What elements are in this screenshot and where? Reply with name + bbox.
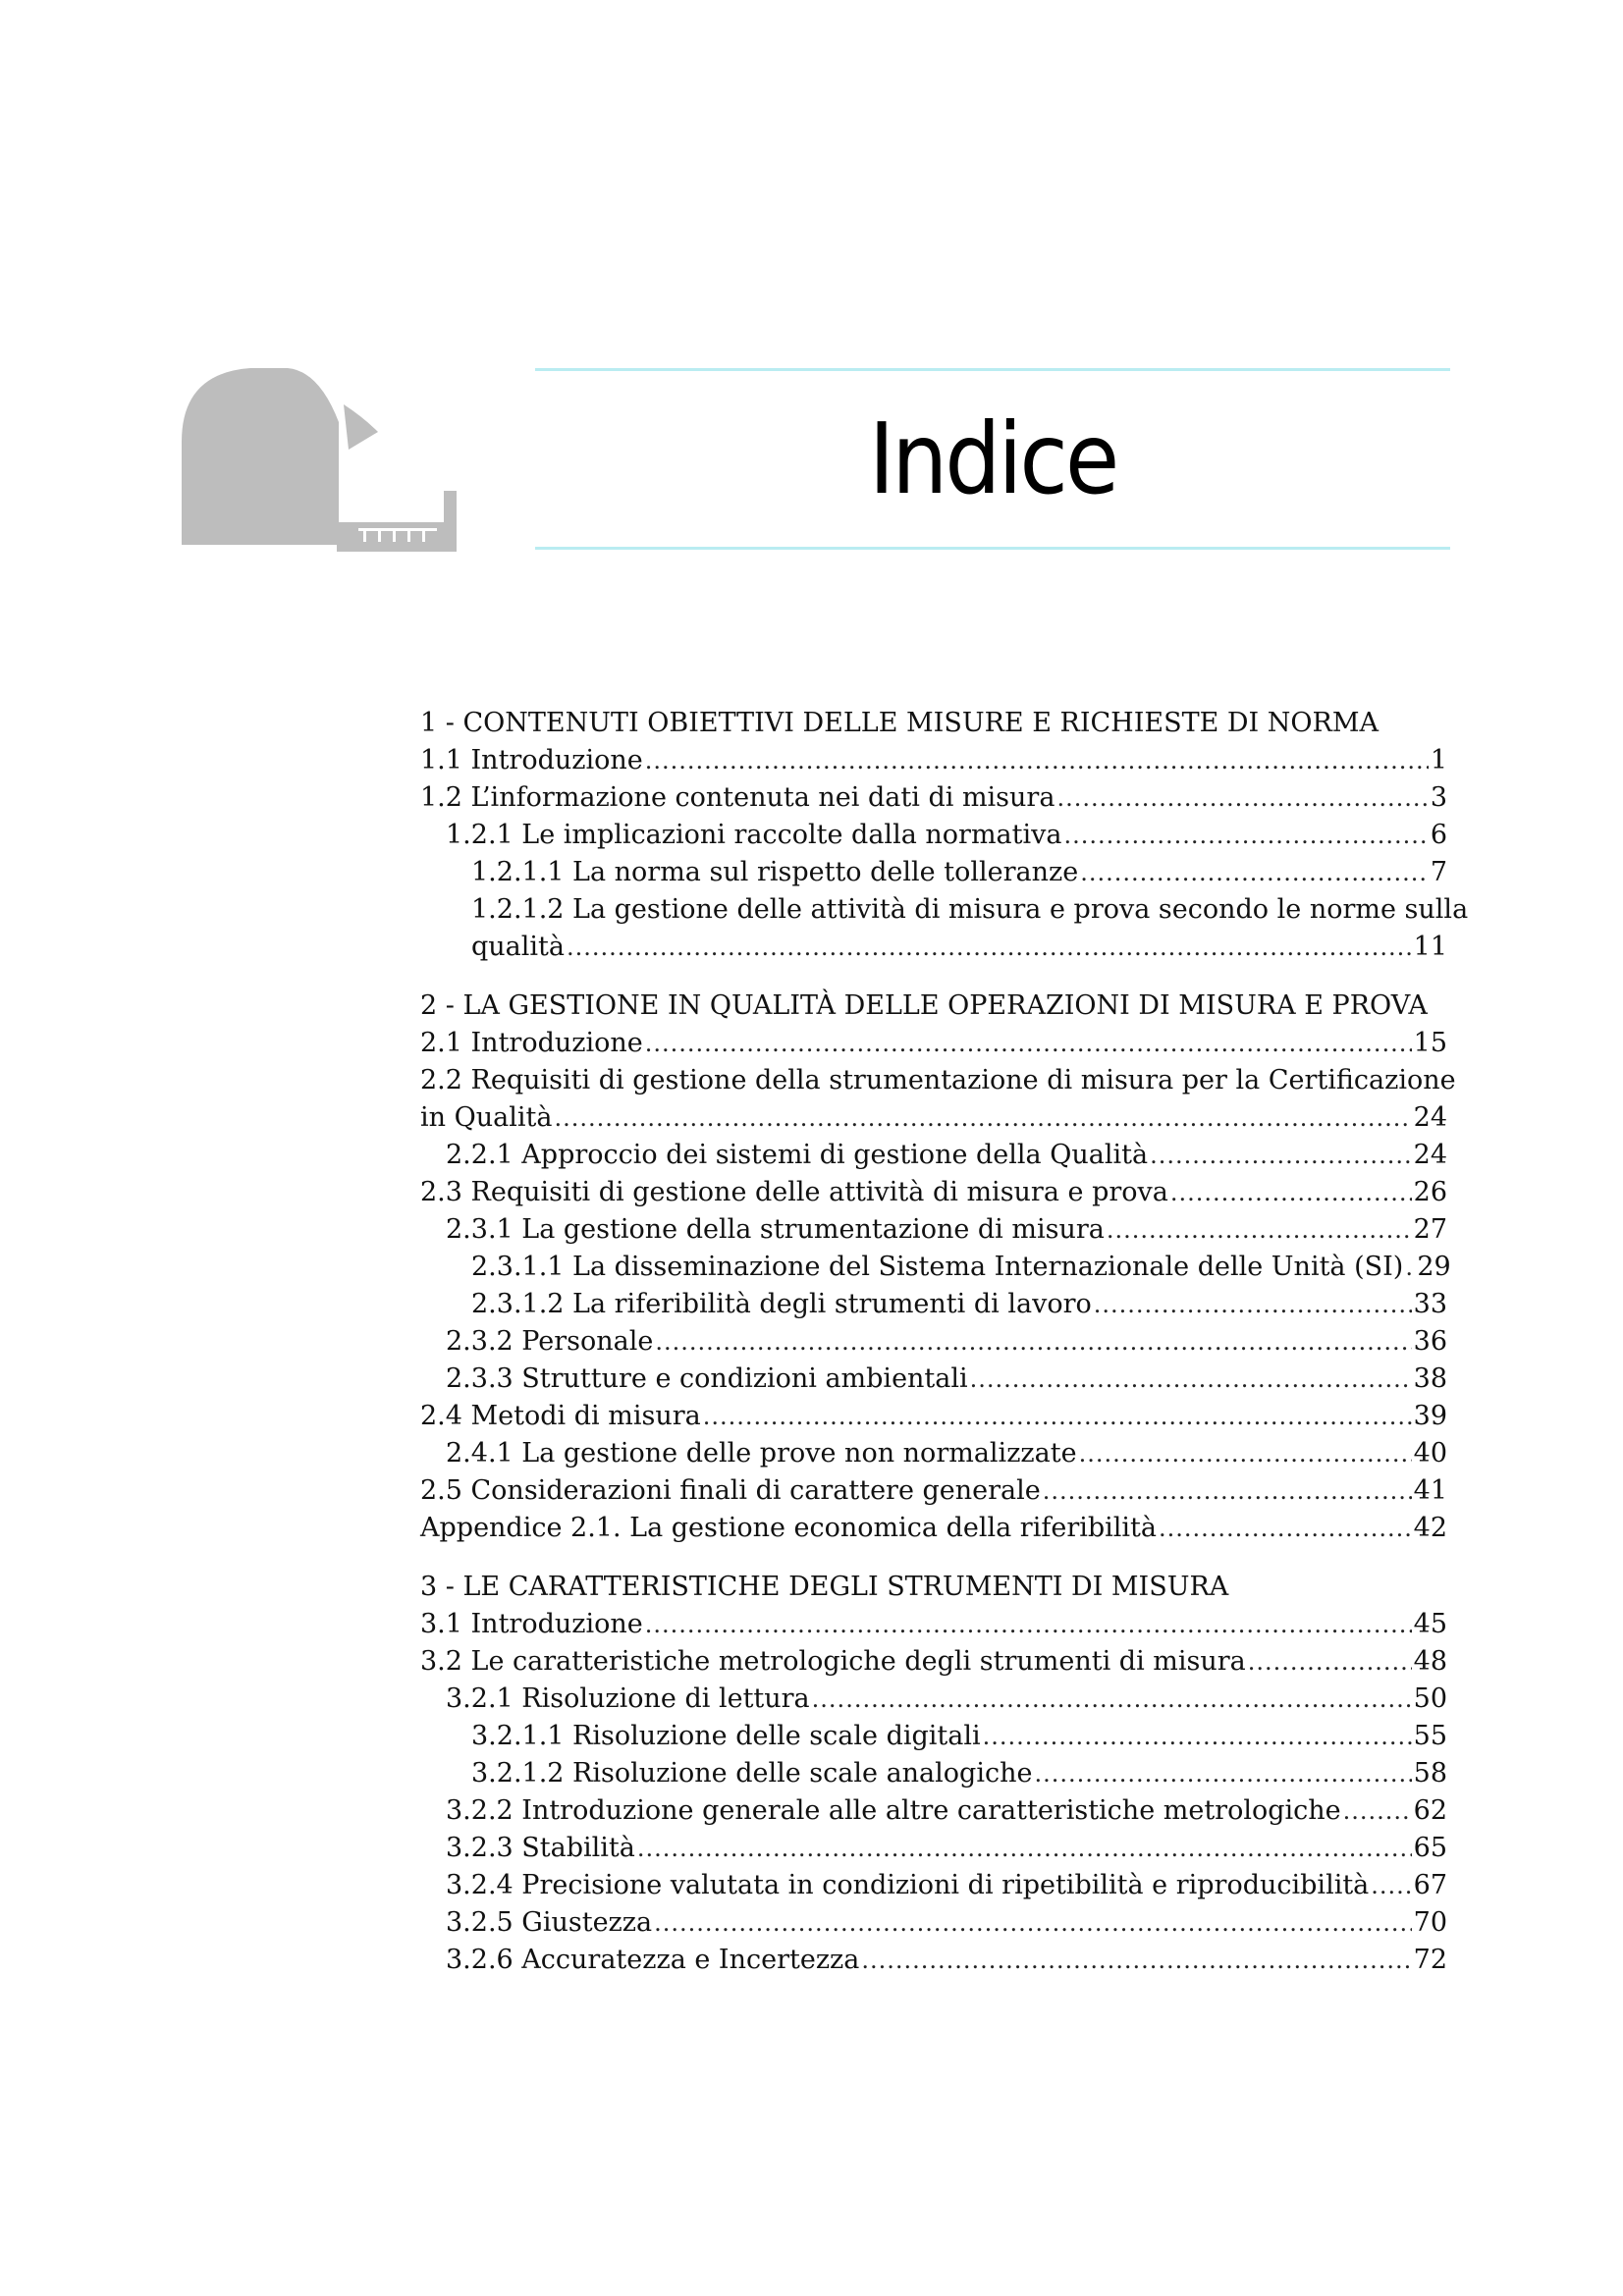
toc-entry-title: 2.3.3 Strutture e condizioni ambientali xyxy=(446,1363,968,1394)
dot-leader xyxy=(1371,1867,1411,1904)
toc-entry-title: 2.1 Introduzione xyxy=(420,1028,643,1058)
title-rule-top xyxy=(535,368,1450,371)
toc-entry[interactable] xyxy=(420,1174,1447,1211)
toc-entry[interactable] xyxy=(420,1867,1447,1904)
toc-section-1 xyxy=(420,705,1469,966)
toc-entry-page: 29 xyxy=(1417,1252,1451,1282)
toc-entry-title: 1.1 Introduzione xyxy=(420,745,643,775)
toc-entry-page: 65 xyxy=(1413,1833,1447,1863)
toc-entry-title-line2: qualità xyxy=(471,932,565,962)
toc-entry-title: 3.2.1 Risoluzione di lettura xyxy=(446,1683,810,1714)
section-heading: 2 - LA GESTIONE IN QUALITÀ DELLE OPERAZIONI DI MISURA E PROVA xyxy=(420,990,1428,1021)
title-rule-bottom xyxy=(535,547,1450,550)
toc-entry-page: 15 xyxy=(1413,1028,1447,1058)
toc-entry[interactable] xyxy=(420,817,1447,854)
dot-leader xyxy=(1080,854,1429,891)
toc-entry[interactable] xyxy=(420,854,1447,891)
toc-entry-page: 50 xyxy=(1413,1683,1447,1714)
toc-entry-title: 1.2.1 Le implicazioni raccolte dalla normativa xyxy=(446,820,1062,850)
dot-leader xyxy=(1150,1137,1412,1174)
toc-section-2 xyxy=(420,988,1456,1547)
toc-entry[interactable] xyxy=(420,742,1447,779)
toc-entry-title: 2.4 Metodi di misura xyxy=(420,1401,701,1431)
dot-leader xyxy=(1063,817,1428,854)
toc-entry-page: 40 xyxy=(1413,1438,1447,1468)
toc-entry-title: 2.3 Requisiti di gestione delle attività di misura e prova xyxy=(420,1177,1168,1207)
dot-leader xyxy=(861,1942,1411,1979)
toc-entry[interactable] xyxy=(420,1510,1447,1547)
dot-leader xyxy=(1034,1755,1411,1792)
toc-entry-title: 2.3.1.2 La riferibilità degli strumenti di lavoro xyxy=(471,1289,1092,1319)
toc-entry-title-line1: 1.2.1.2 La gestione delle attività di misura e prova secondo le norme sulla xyxy=(471,894,1469,925)
toc-entry-title: 2.3.1.1 La disseminazione del Sistema Internazionale delle Unità (SI) xyxy=(471,1252,1404,1282)
section-heading: 3 - LE CARATTERISTICHE DEGLI STRUMENTI DI MISURA xyxy=(420,1572,1229,1602)
toc-entry-page: 26 xyxy=(1413,1177,1447,1207)
table-of-contents xyxy=(420,705,1469,2001)
toc-entry[interactable] xyxy=(420,1904,1447,1942)
dot-leader xyxy=(703,1398,1412,1435)
dot-leader xyxy=(983,1718,1412,1755)
toc-entry-page: 62 xyxy=(1413,1795,1447,1826)
toc-entry-title: 2.3.1 La gestione della strumentazione di misura xyxy=(446,1214,1105,1245)
toc-entry[interactable] xyxy=(420,1606,1447,1643)
toc-entry[interactable] xyxy=(420,1435,1447,1472)
toc-entry-page: 27 xyxy=(1413,1214,1447,1245)
toc-entry-title: Appendice 2.1. La gestione economica della riferibilità xyxy=(420,1513,1158,1543)
toc-entry-page: 39 xyxy=(1413,1401,1447,1431)
toc-entry-page: 42 xyxy=(1413,1513,1447,1543)
dot-leader xyxy=(1405,1249,1415,1286)
dot-leader xyxy=(1159,1510,1412,1547)
toc-entry-page: 72 xyxy=(1413,1945,1447,1975)
tape-measure-nose xyxy=(344,404,378,450)
dot-leader xyxy=(1043,1472,1412,1510)
tape-measure-blade xyxy=(337,491,457,552)
toc-entry-page: 55 xyxy=(1413,1721,1447,1751)
toc-entry-page: 11 xyxy=(1413,932,1447,962)
tape-measure-body xyxy=(182,368,339,545)
toc-entry-title: 3.2.4 Precisione valutata in condizioni di ripetibilità e riproducibilità xyxy=(446,1870,1370,1900)
toc-entry[interactable] xyxy=(420,1398,1447,1435)
toc-entry-title: 3.2 Le caratteristiche metrologiche degli strumenti di misura xyxy=(420,1646,1246,1677)
toc-entry-page: 45 xyxy=(1413,1609,1447,1639)
toc-entry[interactable] xyxy=(420,1755,1447,1792)
toc-entry-page: 1 xyxy=(1430,745,1447,775)
toc-entry-title-line1: 2.2 Requisiti di gestione della strumentazione di misura per la Certificazione xyxy=(420,1065,1456,1095)
section-heading: 1 - CONTENUTI OBIETTIVI DELLE MISURE E RICHIESTE DI NORMA xyxy=(420,708,1380,738)
toc-entry-title: 2.4.1 La gestione delle prove non normalizzate xyxy=(446,1438,1077,1468)
dot-leader xyxy=(1343,1792,1412,1830)
toc-entry[interactable] xyxy=(420,1137,1447,1174)
toc-entry[interactable] xyxy=(420,1792,1447,1830)
toc-entry[interactable] xyxy=(420,1643,1447,1681)
toc-entry-page: 70 xyxy=(1413,1907,1447,1938)
toc-entry[interactable] xyxy=(420,1249,1451,1286)
toc-entry-title: 3.2.1.2 Risoluzione delle scale analogiche xyxy=(471,1758,1033,1789)
toc-entry-title-line2: in Qualità xyxy=(420,1102,553,1133)
toc-entry-page: 3 xyxy=(1430,782,1447,813)
toc-entry-page: 58 xyxy=(1413,1758,1447,1789)
toc-entry[interactable] xyxy=(420,1942,1447,1979)
toc-entry[interactable] xyxy=(420,1830,1447,1867)
toc-entry-page: 38 xyxy=(1413,1363,1447,1394)
toc-entry[interactable] xyxy=(420,1286,1447,1323)
dot-leader xyxy=(645,1025,1412,1062)
toc-entry[interactable] xyxy=(420,1361,1447,1398)
toc-entry-title: 1.2 L’informazione contenuta nei dati di misura xyxy=(420,782,1055,813)
dot-leader xyxy=(1248,1643,1412,1681)
toc-entry-title: 3.2.2 Introduzione generale alle altre caratteristiche metrologiche xyxy=(446,1795,1341,1826)
tape-measure-icon xyxy=(172,363,476,560)
page-title: Indice xyxy=(868,401,1117,516)
toc-entry-page: 24 xyxy=(1413,1102,1447,1133)
dot-leader xyxy=(645,1606,1412,1643)
toc-entry-title: 3.2.5 Giustezza xyxy=(446,1907,653,1938)
dot-leader xyxy=(1170,1174,1412,1211)
toc-entry[interactable] xyxy=(420,891,1469,966)
dot-leader xyxy=(554,1099,1411,1137)
toc-entry-page: 48 xyxy=(1413,1646,1447,1677)
toc-entry[interactable] xyxy=(420,1211,1447,1249)
toc-entry-title: 3.2.3 Stabilità xyxy=(446,1833,635,1863)
toc-entry-page: 24 xyxy=(1413,1140,1447,1170)
toc-entry-title: 3.2.6 Accuratezza e Incertezza xyxy=(446,1945,860,1975)
dot-leader xyxy=(1094,1286,1412,1323)
toc-entry-page: 67 xyxy=(1413,1870,1447,1900)
toc-entry[interactable] xyxy=(420,1472,1447,1510)
dot-leader xyxy=(655,1323,1411,1361)
dot-leader xyxy=(654,1904,1412,1942)
toc-entry-title: 3.2.1.1 Risoluzione delle scale digitali xyxy=(471,1721,981,1751)
toc-entry[interactable] xyxy=(420,1323,1447,1361)
toc-entry-page: 33 xyxy=(1413,1289,1447,1319)
toc-entry-title: 1.2.1.1 La norma sul rispetto delle tolleranze xyxy=(471,857,1079,887)
dot-leader xyxy=(645,742,1429,779)
toc-entry[interactable] xyxy=(420,779,1447,817)
dot-leader xyxy=(1107,1211,1412,1249)
dot-leader xyxy=(1056,779,1428,817)
toc-entry-title: 2.3.2 Personale xyxy=(446,1326,654,1357)
toc-entry-title: 2.5 Considerazioni finali di carattere generale xyxy=(420,1475,1041,1506)
toc-entry-page: 41 xyxy=(1413,1475,1447,1506)
toc-entry[interactable] xyxy=(420,1681,1447,1718)
toc-entry-page: 7 xyxy=(1430,857,1447,887)
dot-leader xyxy=(567,929,1412,966)
toc-section-3 xyxy=(420,1569,1447,1979)
dot-leader xyxy=(970,1361,1412,1398)
toc-entry-title: 3.1 Introduzione xyxy=(420,1609,643,1639)
dot-leader xyxy=(812,1681,1412,1718)
toc-entry-title: 2.2.1 Approccio dei sistemi di gestione della Qualità xyxy=(446,1140,1149,1170)
toc-entry-page: 6 xyxy=(1430,820,1447,850)
dot-leader xyxy=(1079,1435,1412,1472)
toc-entry-page: 36 xyxy=(1413,1326,1447,1357)
toc-entry[interactable] xyxy=(420,1718,1447,1755)
toc-entry[interactable] xyxy=(420,1025,1447,1062)
toc-entry[interactable] xyxy=(420,1062,1456,1137)
dot-leader xyxy=(637,1830,1412,1867)
